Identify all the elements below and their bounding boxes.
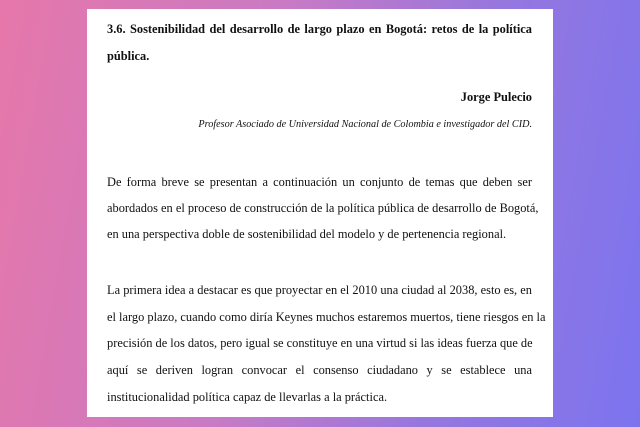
paragraph-1-line-2: abordados en el proceso de construcción de la política pública de desarrollo de Bogotá, [107,201,539,215]
document-page [87,9,553,417]
paragraph-2-line-3: precisión de los datos, pero igual se constituye en una virtud si las ideas fuerza que de [107,336,533,350]
section-title-line-1: 3.6. Sostenibilidad del desarrollo de largo plazo en Bogotá: retos de la política [107,22,532,36]
paragraph-1-line-1: De forma breve se presentan a continuación un conjunto de temas que deben ser [107,175,532,189]
paragraph-2-line-1: La primera idea a destacar es que proyectar en el 2010 una ciudad al 2038, esto es, en [107,283,532,297]
paragraph-2-line-5: institucionalidad política capaz de llevarlas a la práctica. [107,390,388,404]
author-name: Jorge Pulecio [460,90,532,104]
paragraph-1-line-3: en una perspectiva doble de sostenibilidad del modelo y de pertenencia regional. [107,227,507,241]
paragraph-2-line-2: el largo plazo, cuando como diría Keynes muchos estaremos muertos, tiene riesgos en la [107,310,546,324]
section-title-line-2: pública. [107,49,150,63]
paragraph-2-line-4: aquí se deriven logran convocar el consenso ciudadano y se establece una [107,363,532,377]
author-affiliation: Profesor Asociado de Universidad Nacional de Colombia e investigador del CID. [198,119,532,130]
